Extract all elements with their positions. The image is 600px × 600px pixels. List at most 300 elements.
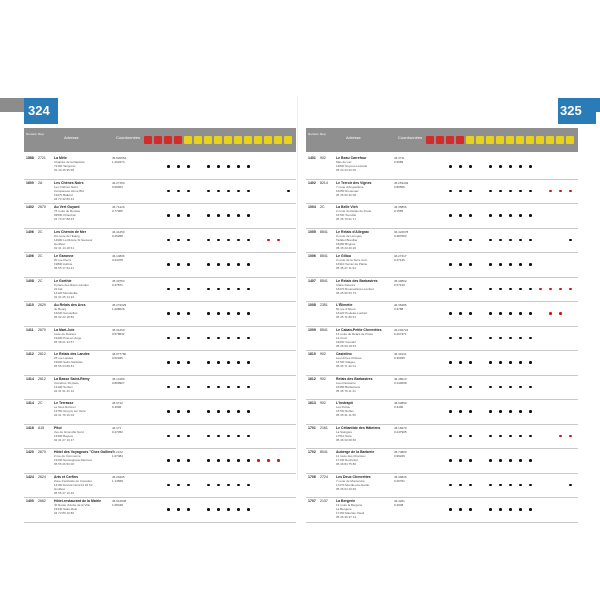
- table-row: [24, 203, 296, 229]
- amenity-dot: [499, 214, 502, 217]
- amenity-dot: [569, 239, 572, 242]
- entry-dep: 2161: [320, 425, 328, 430]
- entry-name: La Bergerie: [336, 499, 356, 503]
- amenity-dot: [469, 435, 472, 438]
- entry-dep: 902: [320, 401, 326, 405]
- amenity-dot: [237, 312, 240, 315]
- entry-number: 1406: [26, 254, 34, 258]
- amenity-dot: [247, 459, 250, 462]
- entry-number: 1600: [26, 180, 34, 185]
- entry-name: Castelino: [336, 352, 352, 356]
- entry-dep: 2C: [38, 401, 43, 405]
- amenity-dot: [237, 239, 240, 242]
- amenity-dot: [559, 190, 562, 193]
- amenity-dot: [449, 288, 452, 291]
- amenity-dot: [459, 312, 462, 315]
- amenity-dot: [499, 190, 502, 193]
- amenity-dot: [459, 190, 462, 193]
- amenity-icon: [264, 136, 272, 144]
- amenity-dot: [177, 239, 180, 242]
- entry-coordinates: 46.4261 0.4948: [394, 499, 405, 507]
- table-row: [306, 277, 578, 303]
- amenity-dot: [207, 239, 210, 242]
- entry-coordinates: 45.49802 0.57120: [394, 278, 407, 287]
- amenity-dot: [449, 190, 452, 193]
- col-coord-header: Coordonnées: [398, 135, 423, 140]
- amenity-dot: [187, 337, 190, 340]
- entry-name: La Basse Saint-Rémy: [54, 376, 90, 381]
- table-row: [24, 497, 296, 523]
- amenity-dot: [529, 484, 532, 487]
- entry-coordinates: 45.912848 1.08448: [112, 499, 127, 507]
- entry-dep: 902: [320, 352, 326, 356]
- amenity-dot: [509, 190, 512, 193]
- amenity-dot: [559, 312, 562, 315]
- amenity-dot: [227, 435, 230, 438]
- page-number-right: 325: [558, 98, 596, 124]
- amenity-dot: [247, 190, 250, 193]
- entry-dep: 2C: [38, 254, 43, 258]
- table-row: [306, 154, 578, 180]
- amenity-dot: [237, 361, 240, 364]
- amenity-dot: [247, 337, 250, 340]
- entry-number: 1701: [308, 425, 316, 430]
- amenity-dot: [177, 435, 180, 438]
- amenity-dot: [247, 263, 250, 266]
- amenity-dot: [449, 435, 452, 438]
- amenity-dot: [459, 386, 462, 389]
- amenity-dot: [459, 288, 462, 291]
- entry-coordinates: 45.71226 0.77905: [112, 205, 125, 213]
- entry-coordinates: 45.30753 0.27871: [112, 278, 125, 287]
- table-row: [306, 473, 578, 499]
- amenity-dot: [519, 214, 522, 217]
- entry-name: La Belle Vieh: [336, 205, 358, 209]
- amenity-dot: [509, 435, 512, 438]
- entry-number: 1410: [26, 303, 34, 307]
- col-address-header: Adresse: [64, 135, 79, 140]
- amenity-dot: [509, 165, 512, 168]
- table-row: [306, 399, 578, 425]
- amenity-dot: [207, 337, 210, 340]
- entry-address: 13 route la Bergerie La Bergerie 17150 Mauriac-Vieuil 05 46 49 37 14: [336, 503, 365, 519]
- amenity-icon: [224, 136, 232, 144]
- amenity-dot: [519, 484, 522, 487]
- entry-number: 1707: [308, 499, 316, 503]
- table-row: [306, 203, 578, 229]
- amenity-icon: [486, 136, 494, 144]
- entry-name: Le Caban-Petite Chevrettes: [336, 327, 382, 332]
- entry-coordinates: 45.6712 0.1606: [112, 401, 123, 409]
- entry-dep: 2C: [38, 229, 43, 234]
- amenity-dot: [167, 337, 170, 340]
- entry-coordinates: 46.253449 0.89506: [394, 180, 409, 189]
- amenity-dot: [237, 288, 240, 291]
- amenity-dot: [227, 190, 230, 193]
- left-edge-marker: [0, 98, 24, 112]
- amenity-dot: [469, 190, 472, 193]
- amenity-dot: [217, 361, 220, 364]
- table-row: [24, 424, 296, 450]
- amenity-dot: [207, 386, 210, 389]
- amenity-dot: [237, 386, 240, 389]
- entry-number: 1009: [308, 327, 316, 332]
- entry-coordinates: 45.36839 0.26761: [394, 474, 407, 483]
- entry-number: 1407: [308, 278, 316, 283]
- amenity-icon: [546, 136, 554, 144]
- amenity-dot: [489, 337, 492, 340]
- entry-address: Les Chênes Noirs Campanese 2ème Bld 19270 Ballard 04 73 42 83 44: [54, 184, 84, 201]
- entry-address: Le Glos Rohmer 14750 Grugny sur Verte 02 31 79 16 04: [54, 405, 86, 417]
- entry-name: Le Relais des Landes: [54, 352, 90, 356]
- amenity-dot: [207, 435, 210, 438]
- amenity-dot: [519, 386, 522, 389]
- amenity-dot: [177, 337, 180, 340]
- amenity-dot: [449, 361, 452, 364]
- amenity-dot: [227, 239, 230, 242]
- amenity-dot: [207, 459, 210, 462]
- entry-name: Le Terroir des Vignes: [336, 180, 372, 185]
- amenity-dot: [237, 435, 240, 438]
- entry-number: 1702: [308, 450, 316, 454]
- amenity-dot: [489, 165, 492, 168]
- entry-dep: 2721: [38, 156, 46, 160]
- entry-number: 1613: [308, 401, 316, 405]
- table-row: [306, 375, 578, 401]
- amenity-icon: [426, 136, 434, 144]
- amenity-dot: [247, 361, 250, 364]
- table-row: [306, 179, 578, 205]
- entry-name: Le Terrasse: [54, 401, 74, 405]
- amenity-icon: [254, 136, 262, 144]
- amenity-icon: [456, 136, 464, 144]
- amenity-dot: [509, 263, 512, 266]
- amenity-dot: [519, 288, 522, 291]
- entry-coordinates: 45.272029 1.098626: [112, 303, 127, 311]
- amenity-dot: [217, 288, 220, 291]
- amenity-dot: [177, 263, 180, 266]
- amenity-dot: [217, 459, 220, 462]
- amenity-icon: [526, 136, 534, 144]
- entry-dep: 2C: [320, 205, 325, 209]
- entry-dep: 902: [320, 376, 326, 381]
- amenity-dot: [217, 337, 220, 340]
- amenity-dot: [247, 410, 250, 413]
- entry-dep: 8041: [320, 450, 328, 454]
- amenity-dot: [187, 288, 190, 291]
- amenity-dot: [499, 508, 502, 511]
- amenity-dot: [489, 508, 492, 511]
- entry-coordinates: 46.171 0.27452: [112, 425, 123, 434]
- entry-dep: 2670: [38, 450, 46, 454]
- amenity-dot: [449, 337, 452, 340]
- amenity-dot: [247, 435, 250, 438]
- amenity-dot: [187, 263, 190, 266]
- col-coord-header: Coordonnées: [116, 135, 141, 140]
- amenity-dot: [519, 508, 522, 511]
- amenity-dot: [489, 288, 492, 291]
- entry-number: 1414: [26, 401, 34, 405]
- amenity-dot: [217, 484, 220, 487]
- amenity-dot: [237, 484, 240, 487]
- amenity-dot: [227, 165, 230, 168]
- amenity-dot: [267, 239, 270, 242]
- table-row: [24, 399, 296, 425]
- col-address-header: Adresse: [346, 135, 361, 140]
- entry-dep: 8541: [320, 254, 328, 258]
- entry-dep: 2137: [320, 499, 328, 503]
- amenity-dot: [207, 288, 210, 291]
- table-row: [306, 228, 578, 254]
- amenity-dot: [499, 288, 502, 291]
- amenity-dot: [177, 459, 180, 462]
- amenity-dot: [237, 508, 240, 511]
- amenity-dot: [167, 361, 170, 364]
- entry-dep: 2612: [38, 352, 46, 356]
- entry-address: 9 route de Limoges Tadidet Breuiller 16280 Brignac 05 45 23 20 26: [336, 233, 362, 250]
- amenity-dot: [227, 263, 230, 266]
- amenity-dot: [167, 410, 170, 413]
- amenity-icon: [476, 136, 484, 144]
- amenity-dot: [489, 386, 492, 389]
- amenity-dot: [177, 190, 180, 193]
- amenity-dot: [469, 361, 472, 364]
- amenity-dot: [539, 288, 542, 291]
- amenity-dot: [509, 288, 512, 291]
- entry-address: 13 route du Relais de Poste La Croix 16200 Vouvant 05 45 69 18 53: [336, 331, 374, 348]
- col-number-header: Numéro: [26, 132, 37, 136]
- amenity-dot: [519, 190, 522, 193]
- entry-coordinates: 45.18279 0.247905: [394, 425, 407, 434]
- amenity-dot: [529, 288, 532, 291]
- amenity-dot: [237, 165, 240, 168]
- amenity-dot: [529, 165, 532, 168]
- entry-coordinates: 46.36286 0.3788: [394, 303, 407, 311]
- amenity-dot: [489, 312, 492, 315]
- right-table-header: [306, 128, 578, 152]
- amenity-dot: [459, 484, 462, 487]
- amenity-icon: [506, 136, 514, 144]
- table-row: [24, 448, 296, 474]
- entry-address: Les Poitou 16700 Ruffec 05 45 31 11 50: [336, 405, 356, 417]
- entry-number: 1412: [26, 352, 34, 356]
- amenity-dot: [469, 288, 472, 291]
- amenity-dot: [519, 337, 522, 340]
- entry-number: 1402: [308, 180, 316, 185]
- amenity-dot: [217, 165, 220, 168]
- amenity-dot: [247, 165, 250, 168]
- amenity-dot: [509, 337, 512, 340]
- table-row: [24, 326, 296, 352]
- amenity-dot: [509, 410, 512, 413]
- amenity-dot: [499, 239, 502, 242]
- entry-address: rive de Gironville Nord 14400 Bayeux 02 31 27 13 47: [54, 429, 84, 442]
- table-row: [24, 252, 296, 278]
- amenity-dot: [509, 484, 512, 487]
- amenity-dot: [449, 410, 452, 413]
- amenity-icon: [466, 136, 474, 144]
- amenity-dot: [509, 361, 512, 364]
- amenity-dot: [489, 435, 492, 438]
- entry-address: 20 rue Pierre 19800 Aubine 05 55 17 64 41: [54, 258, 75, 270]
- entry-address: 40 Route d'Aube de la Ville 19340 Saint-Rule 04 73 80 10 80: [54, 503, 91, 515]
- amenity-dot: [207, 312, 210, 315]
- entry-dep: A15: [38, 425, 45, 430]
- entry-address: Carrefour 16 place 14190 Sorbon 02 31 51 41 12: [54, 380, 79, 393]
- amenity-dot: [237, 459, 240, 462]
- amenity-dot: [247, 312, 250, 315]
- amenity-dot: [247, 239, 250, 242]
- amenity-icon: [174, 136, 182, 144]
- amenity-dot: [469, 508, 472, 511]
- amenity-icon: [284, 136, 292, 144]
- amenity-dot: [459, 508, 462, 511]
- entry-number: 1411: [26, 327, 34, 332]
- amenity-dot: [187, 214, 190, 217]
- entry-address: 2H route de l'Etang 14900 La Rivière St Sauveur Honfleur 02 31 14 18 61: [54, 233, 93, 250]
- table-row: [24, 375, 296, 401]
- entry-number: 1004: [308, 205, 316, 209]
- amenity-dot: [529, 508, 532, 511]
- amenity-dot: [187, 410, 190, 413]
- amenity-dot: [459, 410, 462, 413]
- entry-address: Claire Retours 16270 Roumazières-Loubert 05 45 90 53 79: [336, 282, 375, 295]
- amenity-dot: [489, 410, 492, 413]
- amenity-icon: [244, 136, 252, 144]
- entry-number: 1408: [26, 278, 34, 283]
- amenity-dot: [207, 361, 210, 364]
- amenity-dot: [167, 214, 170, 217]
- entry-number: 1706: [308, 474, 316, 479]
- amenity-dot: [519, 165, 522, 168]
- amenity-dot: [469, 386, 472, 389]
- amenity-dot: [167, 508, 170, 511]
- amenity-dot: [177, 214, 180, 217]
- amenity-dot: [459, 361, 462, 364]
- table-row: [24, 473, 296, 499]
- amenity-dot: [529, 239, 532, 242]
- entry-dep: 8541: [320, 229, 328, 234]
- amenity-dot: [227, 508, 230, 511]
- entry-name: Les Chênes Noirs: [54, 180, 84, 185]
- amenity-dot: [227, 484, 230, 487]
- amenity-icon: [164, 136, 172, 144]
- amenity-dot: [499, 484, 502, 487]
- entry-coordinates: 45.920054 1.402274: [112, 156, 127, 164]
- amenity-dot: [469, 165, 472, 168]
- amenity-dot: [459, 239, 462, 242]
- entry-name: Relais des Barbastres: [336, 376, 373, 381]
- amenity-icon: [204, 136, 212, 144]
- amenity-dot: [287, 190, 290, 193]
- amenity-dot: [187, 484, 190, 487]
- amenity-dot: [217, 190, 220, 193]
- entry-address: 76 route du Rousse 93500 Chambon 01 74 07 88 43: [54, 209, 81, 221]
- amenity-dot: [459, 459, 462, 462]
- amenity-dot: [469, 410, 472, 413]
- entry-dep: 8541: [320, 327, 328, 332]
- col-number-header: Numéro: [308, 132, 319, 136]
- entry-coordinates: 45.29405 1.14568: [112, 474, 125, 483]
- amenity-dot: [489, 214, 492, 217]
- entry-number: 1006: [308, 254, 316, 258]
- amenity-dot: [167, 435, 170, 438]
- entry-coordinates: 46.294724 0.207471: [394, 327, 409, 336]
- table-row: [306, 448, 578, 474]
- table-row: [306, 497, 578, 523]
- amenity-dot: [187, 435, 190, 438]
- entry-name: Le Garonne: [54, 254, 74, 258]
- entry-name: Au Vert Guyard: [54, 205, 80, 209]
- amenity-dot: [499, 386, 502, 389]
- amenity-dot: [217, 435, 220, 438]
- amenity-dot: [247, 214, 250, 217]
- entry-number: 1610: [308, 352, 316, 356]
- amenity-dot: [167, 312, 170, 315]
- amenity-dot: [207, 508, 210, 511]
- amenity-dot: [217, 263, 220, 266]
- entry-dep: 2624: [38, 474, 46, 479]
- amenity-dot: [217, 214, 220, 217]
- amenity-dot: [529, 459, 532, 462]
- page-number-left: 324: [24, 98, 58, 124]
- amenity-dot: [499, 263, 502, 266]
- entry-number: 1420: [26, 450, 34, 454]
- table-row: [306, 424, 578, 450]
- amenity-icon: [214, 136, 222, 144]
- entry-coordinates: 46.27150 0.59963: [112, 180, 125, 189]
- entry-coordinates: 46.27417 0.27145: [394, 254, 407, 262]
- entry-number: 1414: [26, 376, 34, 381]
- entry-coordinates: 45.74800 0.99249: [394, 450, 407, 458]
- amenity-dot: [217, 386, 220, 389]
- amenity-icon: [184, 136, 192, 144]
- amenity-dot: [227, 312, 230, 315]
- entry-name: La Mêle: [54, 156, 67, 160]
- amenity-icon: [496, 136, 504, 144]
- amenity-dot: [469, 337, 472, 340]
- amenity-dot: [449, 214, 452, 217]
- amenity-icon: [234, 136, 242, 144]
- amenity-dot: [529, 410, 532, 413]
- amenity-dot: [569, 190, 572, 193]
- amenity-dot: [549, 312, 552, 315]
- entry-name: Le Gorthie: [54, 278, 72, 283]
- amenity-dot: [489, 239, 492, 242]
- amenity-dot: [187, 312, 190, 315]
- entry-name: Le Relais des Barbastres: [336, 278, 378, 283]
- entry-dep: 2662: [38, 499, 46, 503]
- entry-address: 2 rue du Commerce 19100 Neuvégnaux-Mercure 05 55 26 50 06: [54, 454, 93, 466]
- amenity-dot: [519, 459, 522, 462]
- amenity-dot: [257, 459, 260, 462]
- amenity-dot: [509, 508, 512, 511]
- amenity-dot: [177, 508, 180, 511]
- amenity-dot: [247, 484, 250, 487]
- amenity-dot: [469, 484, 472, 487]
- entry-number: 1612: [308, 376, 316, 381]
- amenity-dot: [529, 190, 532, 193]
- table-row: [306, 350, 578, 376]
- amenity-dot: [559, 288, 562, 291]
- entry-address: 2 route du Relais de Poste 16700 Tourville 05 45 70 61 17: [336, 209, 372, 221]
- entry-dep: 8541: [320, 278, 328, 283]
- amenity-dot: [237, 214, 240, 217]
- amenity-dot: [489, 484, 492, 487]
- entry-coordinates: 46.077780 0.52945: [112, 352, 127, 360]
- entry-address: du Bourg 16230 Genouillac 05 32 22 18 86: [54, 307, 78, 319]
- amenity-dot: [167, 288, 170, 291]
